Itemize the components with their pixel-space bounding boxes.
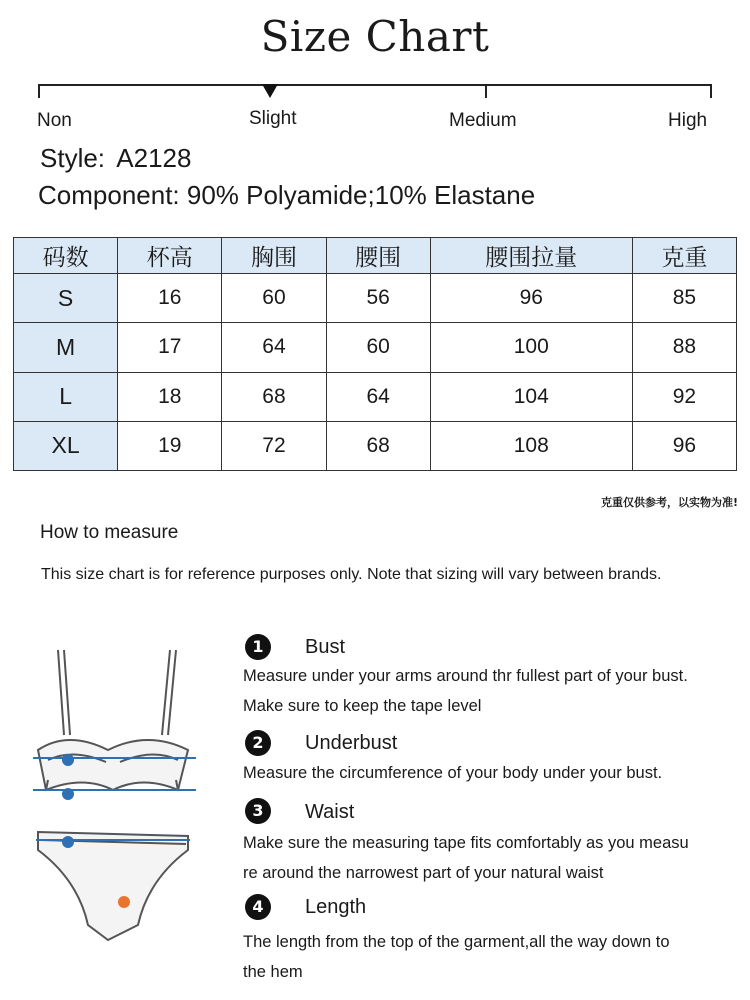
length-text-line: The length from the top of the garment,all the way down to: [243, 933, 670, 951]
table-cell: 60: [222, 274, 326, 323]
table-row: [14, 372, 737, 421]
table-cell: 96: [430, 274, 632, 323]
step-2-badge: 2: [245, 730, 271, 756]
header-cell: 克重: [632, 238, 736, 274]
bra-cups: [38, 740, 188, 790]
style-line: [40, 143, 191, 174]
scale-tick: [38, 84, 40, 98]
table-cell: 68: [222, 372, 326, 421]
page-title: Size Chart: [260, 12, 490, 61]
underbust-text-line: Measure the circumference of your body under your bust.: [243, 764, 663, 782]
garment-illustration: [28, 640, 198, 960]
header-cell: 胸围: [222, 238, 326, 274]
table-cell: 68: [326, 421, 430, 470]
size-cell: XL: [14, 421, 118, 470]
header-cell: 腰围: [326, 238, 430, 274]
table-cell: 18: [118, 372, 222, 421]
bust-marker: [62, 754, 74, 766]
size-cell: L: [14, 372, 118, 421]
size-table: [13, 237, 737, 471]
scale-tick: [485, 84, 487, 98]
underbust-text: [243, 758, 733, 788]
briefs: [38, 832, 188, 940]
length-text-line: the hem: [243, 963, 303, 981]
size-cell: S: [14, 274, 118, 323]
table-row: [14, 421, 737, 470]
table-cell: 72: [222, 421, 326, 470]
step-1-badge: 1: [245, 634, 271, 660]
table-cell: 64: [326, 372, 430, 421]
table-cell: 16: [118, 274, 222, 323]
table-cell: 92: [632, 372, 736, 421]
table-row: [14, 323, 737, 372]
header-cell: 码数: [14, 238, 118, 274]
waist-title: Waist: [305, 801, 355, 823]
waist-marker: [62, 836, 74, 848]
how-to-measure-heading: How to measure: [40, 522, 179, 543]
scale-tick: [710, 84, 712, 98]
bust-text-line: Measure under your arms around thr fullest part of your bust.: [243, 667, 688, 685]
style-label: Style:: [40, 143, 106, 173]
weight-note: 克重仅供参考，以实物为准!: [600, 496, 738, 509]
step-3-badge: 3: [245, 798, 271, 824]
table-cell: 88: [632, 323, 736, 372]
bust-text-line: Make sure to keep the tape level: [243, 697, 482, 715]
size-cell: M: [14, 323, 118, 372]
table-cell: 85: [632, 274, 736, 323]
length-marker: [118, 896, 130, 908]
table-cell: 17: [118, 323, 222, 372]
table-cell: 104: [430, 372, 632, 421]
length-text: [243, 927, 733, 987]
how-to-measure-intro: This size chart is for reference purposes only. Note that sizing will vary between brands.: [41, 566, 662, 583]
waist-text: [243, 828, 733, 888]
header-cell: 腰围拉量: [430, 238, 632, 274]
table-cell: 100: [430, 323, 632, 372]
scale-label-non: Non: [37, 110, 72, 131]
underbust-marker: [62, 788, 74, 800]
style-value: A2128: [116, 143, 192, 173]
length-title: Length: [305, 896, 367, 918]
scale-label-medium: Medium: [449, 110, 517, 131]
table-cell: 64: [222, 323, 326, 372]
table-cell: 60: [326, 323, 430, 372]
scale-label-slight: Slight: [249, 108, 297, 129]
scale-label-high: High: [668, 110, 708, 131]
bust-title: Bust: [305, 636, 346, 658]
table-cell: 108: [430, 421, 632, 470]
table-cell: 19: [118, 421, 222, 470]
strap-left: [58, 650, 64, 735]
header-cell: 杯高: [118, 238, 222, 274]
waist-text-line: Make sure the measuring tape fits comfortably as you measu: [243, 834, 689, 852]
table-cell: 96: [632, 421, 736, 470]
step-4-badge: 4: [245, 894, 271, 920]
table-cell: 56: [326, 274, 430, 323]
underbust-title: Underbust: [305, 732, 398, 754]
bust-text: [243, 661, 733, 721]
component-line: Component: 90% Polyamide;10% Elastane: [38, 180, 536, 210]
table-header-row: [14, 238, 737, 274]
scale-marker-triangle: [262, 84, 278, 98]
table-row: [14, 274, 737, 323]
waist-text-line: re around the narrowest part of your natural waist: [243, 864, 604, 882]
scale-line: [38, 84, 712, 86]
